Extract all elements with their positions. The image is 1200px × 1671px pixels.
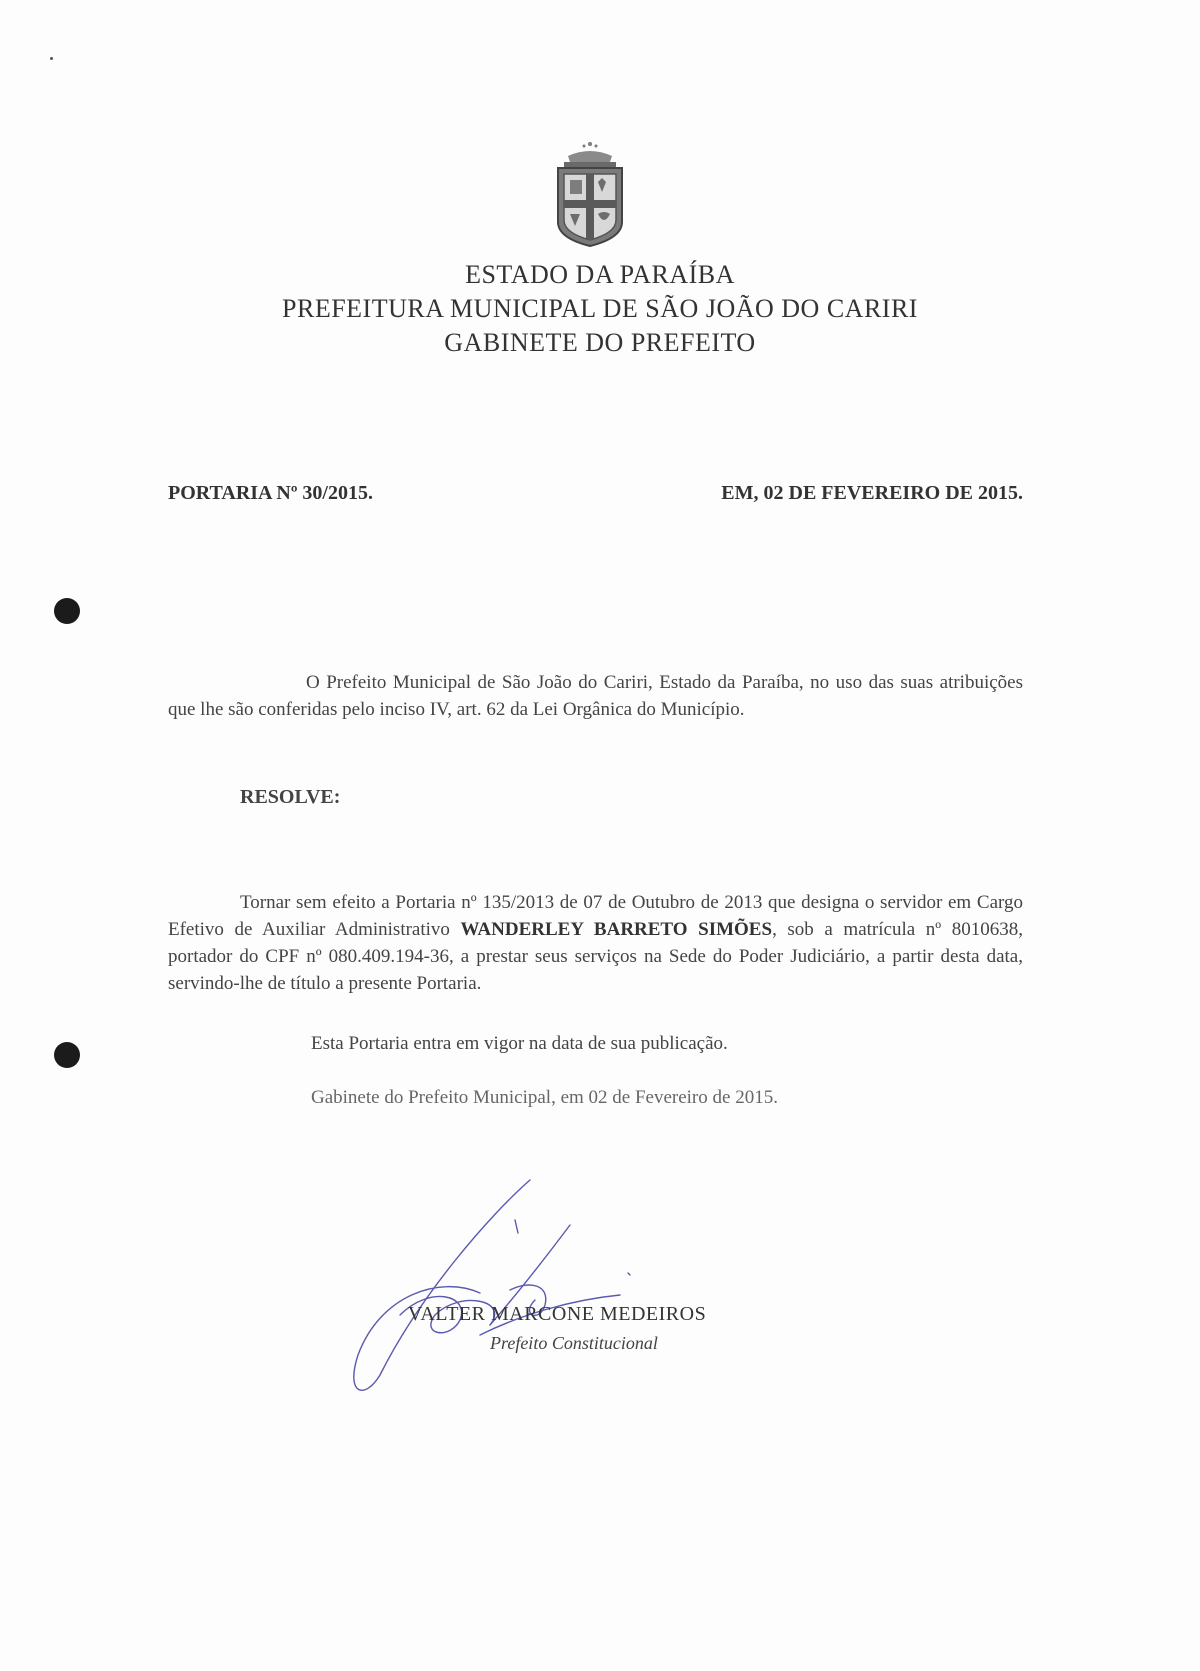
ordinance-date: EM, 02 DE FEVEREIRO DE 2015. <box>721 482 1023 504</box>
office-name: GABINETE DO PREFEITO <box>444 328 756 357</box>
employee-name: WANDERLEY BARRETO SIMÕES <box>460 919 773 940</box>
document-header <box>0 258 1200 360</box>
punch-hole-top <box>54 598 80 624</box>
municipal-coat-of-arms-icon <box>548 138 632 250</box>
signatory-name: VALTER MARCONE MEDEIROS <box>408 1303 707 1325</box>
closing-line: Gabinete do Prefeito Municipal, em 02 de Fevereiro de 2015. <box>311 1087 778 1108</box>
punch-hole-bottom <box>54 1042 80 1068</box>
main-text-part1: Tornar sem efeito a Portaria nº 135/2013 de 07 de Outubro de 2013 que designa o servidor em Cargo Efetivo de Auxiliar Administrativo <box>168 892 1023 940</box>
ordinance-number: PORTARIA Nº 30/2015. <box>168 482 373 504</box>
resolve-heading: RESOLVE: <box>240 786 341 808</box>
main-paragraph <box>168 889 1023 997</box>
scan-speck <box>50 57 53 60</box>
effective-clause: Esta Portaria entra em vigor na data de sua publicação. <box>311 1033 728 1054</box>
handwritten-signature-icon <box>340 1175 670 1405</box>
signatory-title: Prefeito Constitucional <box>490 1333 658 1353</box>
municipality-name: PREFEITURA MUNICIPAL DE SÃO JOÃO DO CARIRI <box>282 294 918 323</box>
main-text-part2: , sob a matrícula nº 8010638, portador do CPF nº 080.409.194-36, a prestar seus serviços na Sede do Poder Judiciário, a partir desta data, servindo-lhe de título a presente Portaria. <box>168 919 1023 994</box>
state-name: ESTADO DA PARAÍBA <box>465 260 735 289</box>
intro-paragraph: O Prefeito Municipal de São João do Cariri, Estado da Paraíba, no uso das suas atribuições que lhe são conferidas pelo inciso IV, art. 62 da Lei Orgânica do Município. <box>168 672 1023 720</box>
